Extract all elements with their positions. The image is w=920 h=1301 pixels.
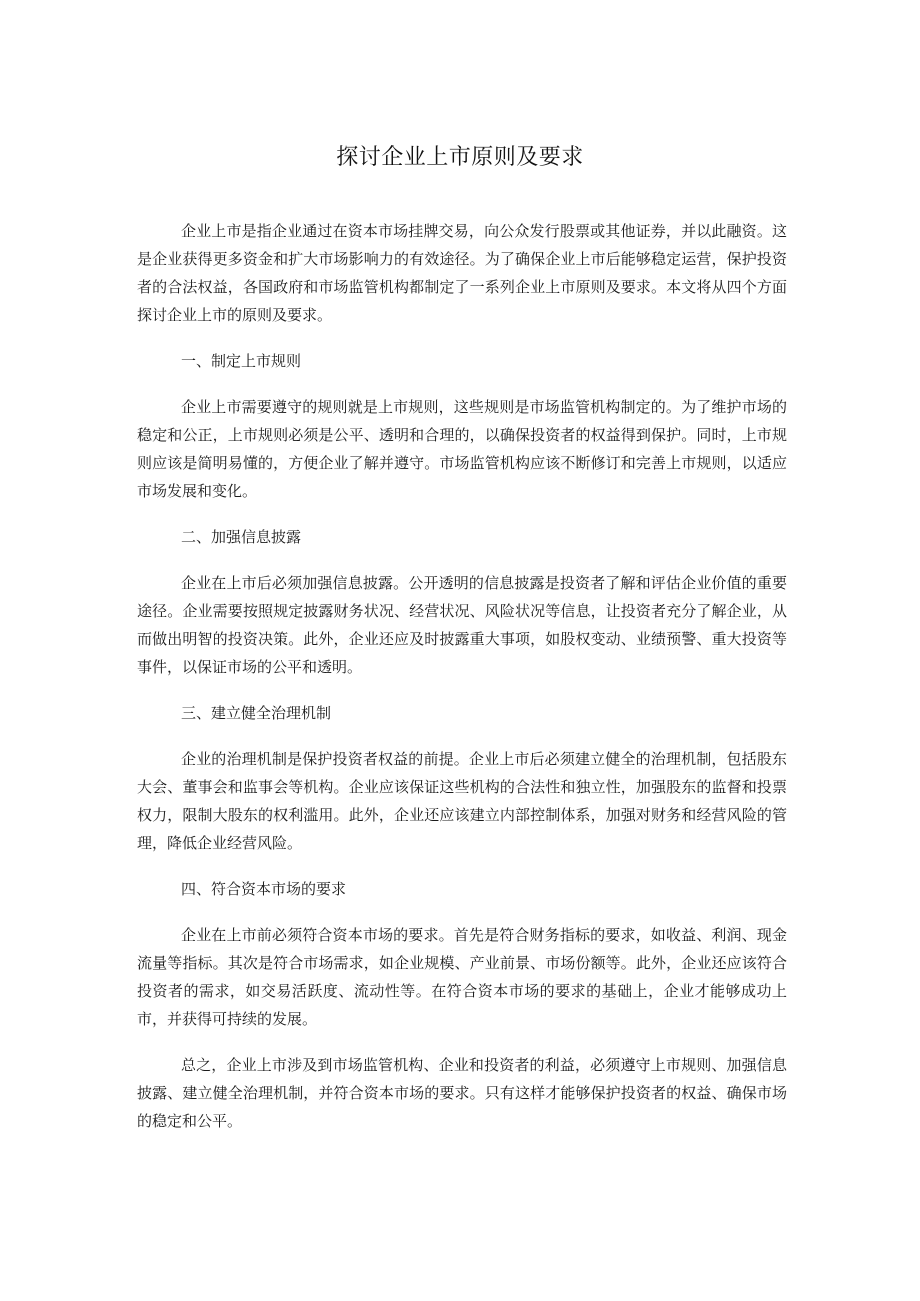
document-body — [137, 217, 787, 1153]
rules-paragraph: 企业上市需要遵守的规则就是上市规则，这些规则是市场监管机构制定的。为了维护市场的稳定和公正，上市规则必须是公平、透明和合理的，以确保投资者的权益得到保护。同时，上市规则应该是简明易懂的，方便企业了解并遵守。市场监管机构应该不断修订和完善上市规则，以适应市场发展和变化。 — [137, 398, 787, 500]
disclosure-paragraph: 企业在上市后必须加强信息披露。公开透明的信息披露是投资者了解和评估企业价值的重要途径。企业需要按照规定披露财务状况、经营状况、风险状况等信息，让投资者充分了解企业，从而做出明智的投资决策。此外，企业还应及时披露重大事项，如股权变动、业绩预警、重大投资等事件，以保证市场的公平和透明。 — [137, 574, 787, 676]
section-heading-disclosure: 二、加强信息披露 — [181, 528, 302, 546]
governance-paragraph: 企业的治理机制是保护投资者权益的前提。企业上市后必须建立健全的治理机制，包括股东大会、董事会和监事会等机构。企业应该保证这些机构的合法性和独立性，加强股东的监督和投票权力，限制大股东的权利滥用。此外，企业还应该建立内部控制体系，加强对财务和经营风险的管理，降低企业经营风险。 — [137, 750, 787, 852]
intro-paragraph: 企业上市是指企业通过在资本市场挂牌交易，向公众发行股票或其他证券，并以此融资。这是企业获得更多资金和扩大市场影响力的有效途径。为了确保企业上市后能够稳定运营，保护投资者的合法权益，各国政府和市场监管机构都制定了一系列企业上市原则及要求。本文将从四个方面探讨企业上市的原则及要求。 — [137, 222, 787, 324]
section-heading-capital-market: 四、符合资本市场的要求 — [181, 880, 347, 898]
section-heading-rules: 一、制定上市规则 — [181, 352, 302, 370]
capital-market-paragraph: 企业在上市前必须符合资本市场的要求。首先是符合财务指标的要求，如收益、利润、现金流量等指标。其次是符合市场需求，如企业规模、产业前景、市场份额等。此外，企业还应该符合投资者的需求，如交易活跃度、流动性等。在符合资本市场的要求的基础上，企业才能够成功上市，并获得可持续的发展。 — [137, 926, 787, 1028]
conclusion-paragraph: 总之，企业上市涉及到市场监管机构、企业和投资者的利益，必须遵守上市规则、加强信息披露、建立健全治理机制，并符合资本市场的要求。只有这样才能够保护投资者的权益、确保市场的稳定和公平。 — [137, 1056, 787, 1130]
document-title: 探讨企业上市原则及要求 — [336, 145, 584, 170]
section-heading-governance: 三、建立健全治理机制 — [181, 704, 332, 722]
